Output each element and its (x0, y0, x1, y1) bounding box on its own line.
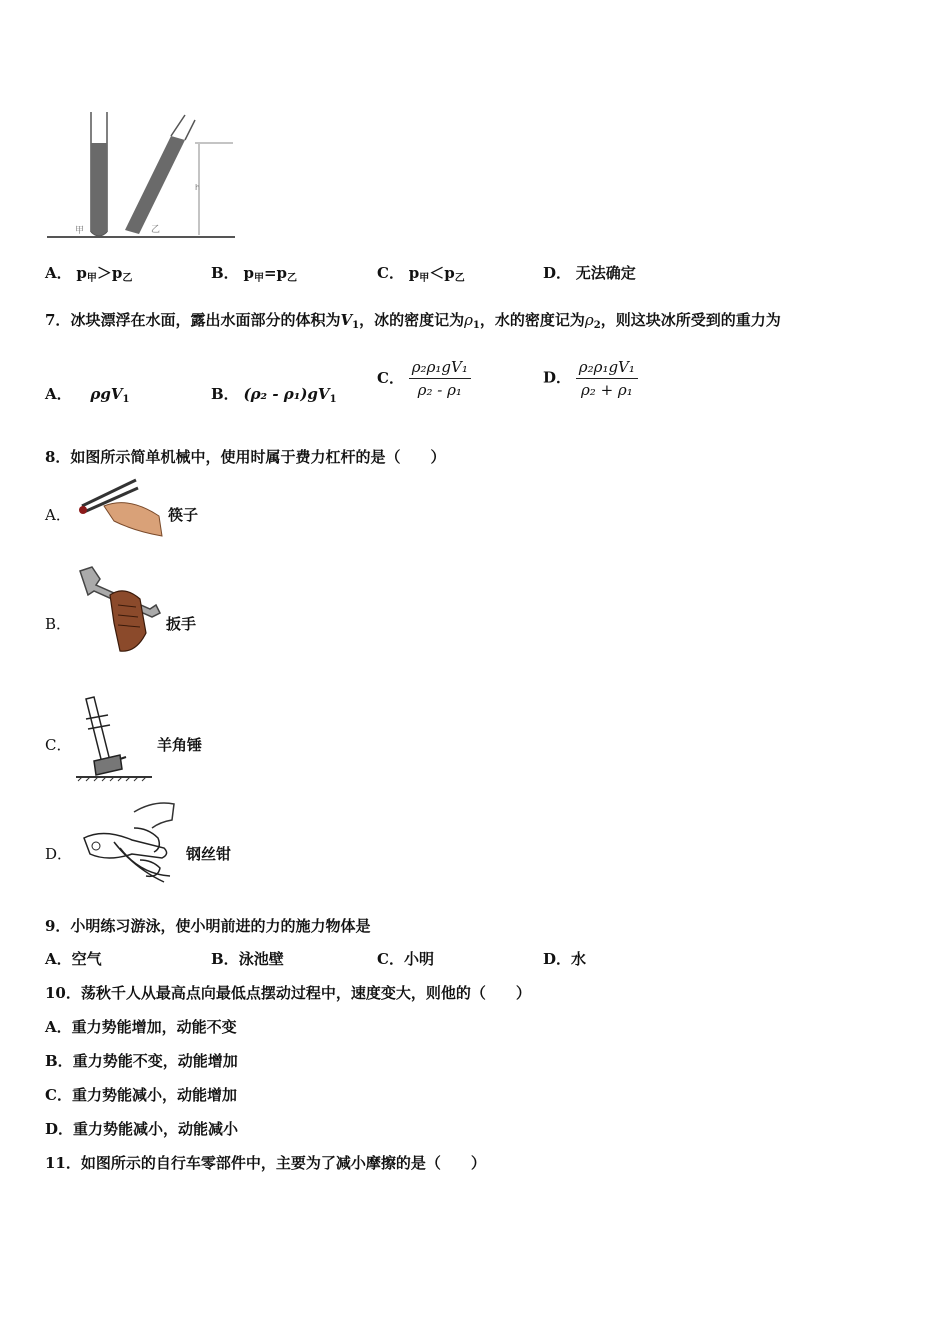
q10-option-b[interactable]: B．重力势能不变，动能增加 (45, 1052, 238, 1070)
q6-option-b[interactable]: B． $p_甲=p_乙$ (211, 264, 298, 284)
q7-option-a[interactable]: A． ρgV$_1$ (45, 385, 130, 405)
q8-option-d-label[interactable]: D． (45, 845, 73, 863)
claw-hammer-icon (74, 695, 154, 787)
q9-stem: 9．小明练习游泳，使小明前进的力的施力物体是 (45, 917, 371, 935)
q7-stem: 7．冰块漂浮在水面，露出水面部分的体积为$V_1$，冰的密度记为$\rho_1$，水的密度记为$\rho_2$，则这块冰所受到的重力为 (45, 311, 781, 331)
q7-option-b[interactable]: B． $(\rho_2 - \rho_1)gV_1$ (211, 385, 337, 405)
q8-option-a-text: 筷子 (168, 506, 199, 524)
chopsticks-icon (74, 476, 164, 538)
q10-option-c[interactable]: C．重力势能减小，动能增加 (45, 1086, 237, 1104)
q10-option-a[interactable]: A．重力势能增加，动能不变 (45, 1018, 237, 1036)
q7-d-fraction: $\frac{\text{ρ₂ρ₁gV₁}}{\text{ρ₂ + ρ₁}}$ (576, 358, 638, 399)
q8-option-b-text: 扳手 (166, 615, 197, 633)
wrench-icon (74, 563, 164, 655)
q7-c-fraction: $\frac{\text{ρ₂ρ₁gV₁}}{\text{ρ₂ - ρ₁}}$ (409, 358, 471, 399)
q10-stem: 10．荡秋千人从最高点向最低点摆动过程中，速度变大，则他的（ ） (45, 984, 531, 1002)
q7-option-d[interactable]: D． $\frac{\text{ρ₂ρ₁gV₁}}{\text{ρ₂ + ρ₁}}$ (543, 358, 638, 399)
q8-option-c-label[interactable]: C． (45, 736, 72, 754)
q6-option-a[interactable]: A． $p_甲>p_乙$ (45, 264, 133, 284)
q8-stem: 8．如图所示简单机械中，使用时属于费力杠杆的是（ ） (45, 448, 446, 466)
q11-stem: 11．如图所示的自行车零部件中，主要为了减小摩擦的是（ ） (45, 1154, 486, 1172)
q6-option-d[interactable]: D． 无法确定 (543, 264, 636, 282)
q8-option-a-label[interactable]: A． (45, 506, 71, 524)
pliers-icon (74, 798, 179, 886)
q6-option-c[interactable]: C． $p_甲<p_乙$ (377, 264, 465, 284)
h-label: h (195, 183, 201, 192)
q9-option-a[interactable]: A．空气 (45, 950, 102, 968)
tube-yi-label: 乙 (151, 225, 161, 235)
q10-option-d[interactable]: D．重力势能减小，动能减小 (45, 1120, 239, 1138)
q8-option-d-text: 钢丝钳 (186, 845, 232, 863)
q7-option-c[interactable]: C． $\frac{\text{ρ₂ρ₁gV₁}}{\text{ρ₂ - ρ₁}}$ (377, 358, 471, 399)
tube-jia-label: 甲 (75, 226, 85, 236)
q9-option-b[interactable]: B．泳池壁 (211, 950, 284, 968)
q8-option-b-label[interactable]: B． (45, 615, 72, 633)
q9-option-d[interactable]: D．水 (543, 950, 587, 968)
test-tubes-figure (45, 110, 245, 245)
q8-option-c-text: 羊角锤 (157, 736, 203, 754)
q9-option-c[interactable]: C．小明 (377, 950, 434, 968)
